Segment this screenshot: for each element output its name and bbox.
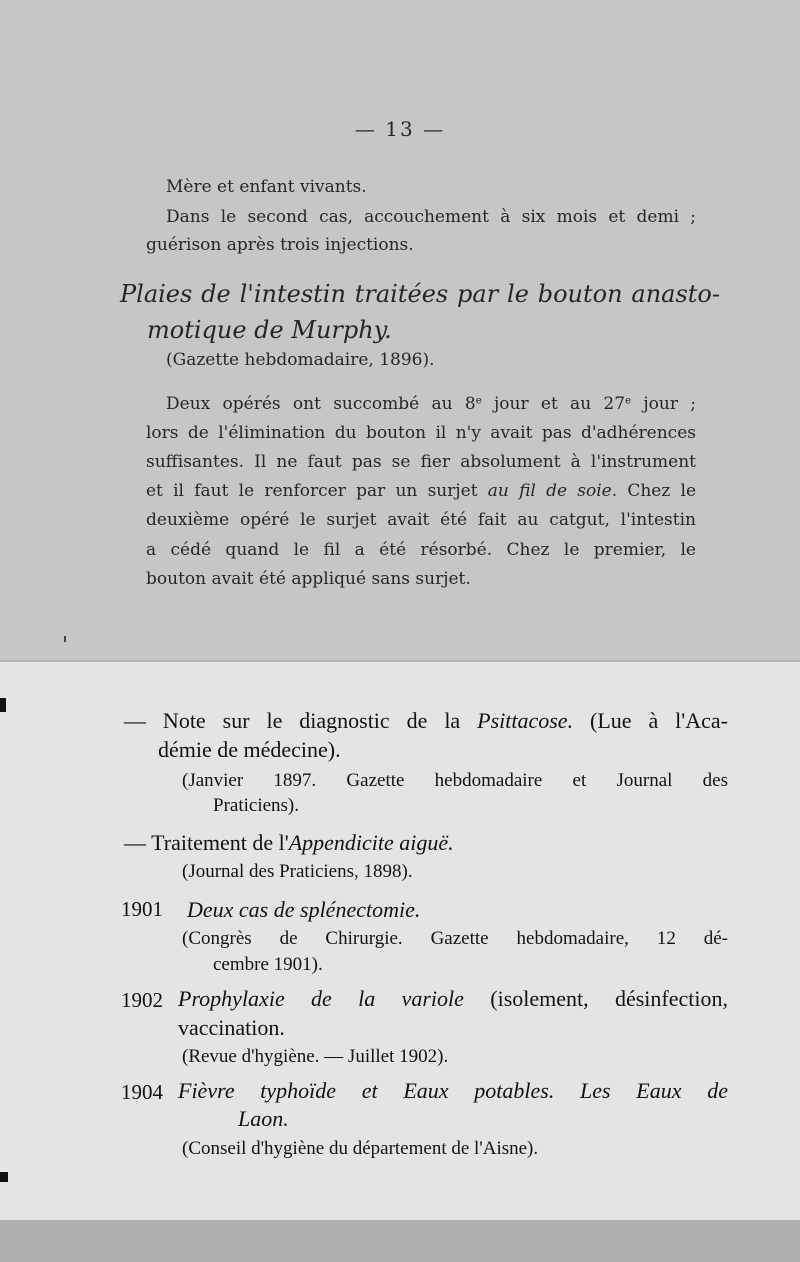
source-citation: (Journal des Praticiens, 1898).	[182, 861, 413, 882]
list-item: — Traitement de l'Appendicite aiguë.	[124, 830, 454, 855]
text-line: suffisantes. Il ne faut pas se fier absolument à l'instrument	[146, 452, 696, 472]
list-item-year: 1902	[121, 988, 163, 1012]
source-citation: (Congrès de Chirurgie. Gazette hebdomadaire, 12 dé-	[182, 928, 728, 949]
source-citation: (Conseil d'hygiène du département de l'Aisne).	[182, 1138, 539, 1159]
text-line: Mère et enfant vivants.	[166, 177, 367, 197]
text-line: a cédé quand le fil a été résorbé. Chez le premier, le	[146, 540, 696, 560]
list-item: vaccination.	[178, 1015, 285, 1040]
margin-mark	[0, 698, 6, 712]
text-line: guérison après trois injections.	[146, 235, 414, 255]
list-item-title: Fièvre typhoïde et Eaux potables. Les Eaux de	[178, 1078, 728, 1103]
list-item-title: Laon.	[238, 1106, 289, 1131]
list-item: — Note sur le diagnostic de la Psittacose. (Lue à l'Aca-	[124, 708, 728, 733]
source-citation: (Revue d'hygiène. — Juillet 1902).	[182, 1046, 449, 1067]
source-citation: (Gazette hebdomadaire, 1896).	[166, 350, 435, 370]
margin-mark	[0, 1172, 8, 1182]
text-line: bouton avait été appliqué sans surjet.	[146, 569, 471, 589]
section-title: Plaies de l'intestin traitées par le bouton anasto-	[120, 280, 720, 308]
section-title: motique de Murphy.	[147, 316, 392, 344]
list-item-year: 1904	[121, 1080, 163, 1104]
text-line: Dans le second cas, accouchement à six mois et demi ;	[166, 207, 696, 227]
list-item-title: Prophylaxie de la variole (isolement, désinfection,	[178, 986, 728, 1011]
source-citation: (Janvier 1897. Gazette hebdomadaire et Journal des	[182, 770, 728, 791]
list-item: démie de médecine).	[158, 737, 341, 762]
text-line: et il faut le renforcer par un surjet au fil de soie. Chez le	[146, 481, 697, 501]
list-item-year: 1901	[121, 897, 163, 921]
text-line: Deux opérés ont succombé au 8e jour et au 27e jour ;	[166, 394, 696, 414]
list-item-title: Deux cas de splénectomie.	[187, 897, 421, 922]
page-number: — 13 —	[354, 117, 446, 141]
margin-mark	[64, 636, 66, 642]
source-citation: cembre 1901).	[213, 954, 323, 975]
page-bottom-edge	[0, 1220, 800, 1262]
text-line: lors de l'élimination du bouton il n'y avait pas d'adhérences	[146, 423, 696, 443]
source-citation: Praticiens).	[213, 795, 300, 816]
text-line: deuxième opéré le surjet avait été fait au catgut, l'intestin	[146, 510, 696, 530]
